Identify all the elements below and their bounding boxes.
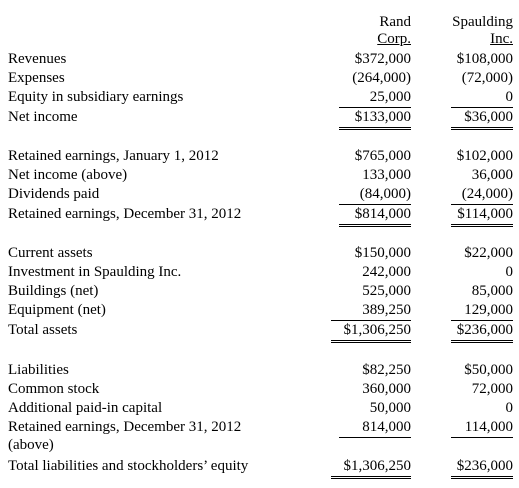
spaulding-value: $22,000: [464, 245, 513, 261]
header-rand-line2: Corp.: [377, 31, 411, 47]
rand-value: 389,250: [331, 301, 411, 321]
row-net-income: [0, 108, 519, 127]
rand-value: $82,250: [362, 362, 411, 378]
spaulding-value: (72,000): [461, 70, 513, 86]
rand-value: 525,000: [362, 283, 411, 299]
spaulding-value: $236,000: [451, 457, 513, 479]
spaulding-value: $114,000: [451, 205, 513, 227]
rand-value: (264,000): [352, 70, 411, 86]
row-label: Total liabilities and stockholders’ equity: [8, 458, 249, 474]
rand-value: 25,000: [339, 88, 411, 108]
spaulding-value: $50,000: [464, 362, 513, 378]
row-re-net-income: [0, 166, 519, 185]
row-buildings: [0, 282, 519, 301]
row-re-above: [0, 418, 519, 456]
spaulding-value: $36,000: [451, 108, 513, 130]
rand-value: $133,000: [339, 108, 411, 130]
row-label: Investment in Spaulding Inc.: [8, 264, 182, 280]
rand-value: $150,000: [354, 245, 411, 261]
row-label: [8, 418, 241, 454]
spaulding-value: 0: [505, 264, 513, 280]
rand-value: 360,000: [362, 381, 411, 397]
rand-value: $1,306,250: [331, 321, 411, 343]
spaulding-value: $108,000: [456, 51, 513, 67]
row-label: Retained earnings, January 1, 2012: [8, 148, 219, 164]
row-investment: [0, 263, 519, 282]
rand-value: $372,000: [354, 51, 411, 67]
row-common-stock: [0, 380, 519, 399]
row-label: Net income: [8, 109, 78, 125]
row-liabilities: [0, 361, 519, 380]
row-label: Retained earnings, December 31, 2012: [8, 206, 242, 222]
row-label: Additional paid-in capital: [8, 400, 163, 416]
row-total-liab-equity: [0, 457, 519, 476]
row-label: Current assets: [8, 245, 93, 261]
row-label: Buildings (net): [8, 283, 99, 299]
row-label: Net income (above): [8, 167, 128, 183]
row-label: Equity in subsidiary earnings: [8, 89, 184, 105]
row-re-end: [0, 205, 519, 224]
row-label: Liabilities: [8, 362, 69, 378]
spaulding-value: 129,000: [451, 301, 513, 321]
row-label-line2: (above): [8, 437, 54, 453]
rand-value: $1,306,250: [331, 457, 411, 479]
rand-value: 133,000: [362, 167, 411, 183]
rand-value: 814,000: [339, 418, 411, 438]
row-expenses: [0, 69, 519, 88]
row-apic: [0, 399, 519, 418]
row-current-assets: [0, 244, 519, 263]
spaulding-value: $236,000: [451, 321, 513, 343]
spaulding-value: 0: [505, 400, 513, 416]
rand-value: (84,000): [339, 185, 411, 205]
header-spaulding-line2: Inc.: [490, 31, 513, 47]
row-equity-earnings: [0, 88, 519, 107]
row-label: Dividends paid: [8, 186, 100, 202]
row-re-begin: [0, 147, 519, 166]
row-label: Equipment (net): [8, 302, 106, 318]
header-rand-line1: Rand: [379, 14, 411, 30]
row-revenues: [0, 50, 519, 69]
spaulding-value: 72,000: [471, 381, 513, 397]
row-label: Total assets: [8, 322, 78, 338]
row-label: Expenses: [8, 70, 65, 86]
spaulding-value: (24,000): [451, 185, 513, 205]
spaulding-value: $102,000: [456, 148, 513, 164]
row-equipment: [0, 301, 519, 320]
spaulding-value: 85,000: [471, 283, 513, 299]
rand-value: 242,000: [362, 264, 411, 280]
spaulding-value: 36,000: [471, 167, 513, 183]
header-spaulding: [452, 14, 513, 48]
row-total-assets: [0, 321, 519, 340]
spaulding-value: 0: [451, 88, 513, 108]
header-spaulding-line1: Spaulding: [452, 14, 513, 30]
rand-value: $814,000: [339, 205, 411, 227]
row-label: Common stock: [8, 381, 100, 397]
row-label: Revenues: [8, 51, 67, 67]
spaulding-value: 114,000: [451, 418, 513, 438]
row-label-line1: Retained earnings, December 31, 2012: [8, 419, 242, 435]
rand-value: $765,000: [354, 148, 411, 164]
header-rand: [377, 14, 411, 48]
rand-value: 50,000: [369, 400, 411, 416]
row-dividends: [0, 185, 519, 204]
